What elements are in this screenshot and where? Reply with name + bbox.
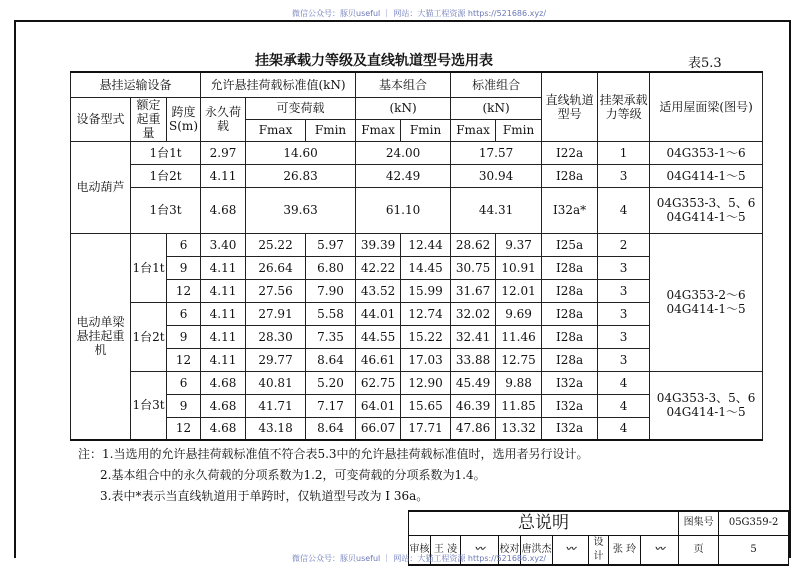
table-cell: 4 (598, 417, 650, 440)
table-cell: 26.83 (246, 164, 356, 187)
table-cell: 17.71 (401, 417, 451, 440)
table-cell: 12.01 (496, 279, 542, 302)
rated-capacity: 1台1t (131, 141, 201, 164)
rated-capacity: 1台3t (131, 371, 167, 440)
table-cell: 17.03 (401, 348, 451, 371)
table-cell: 4.68 (201, 187, 246, 233)
table-title: 挂架承载力等级及直线轨道型号选用表 (255, 53, 493, 69)
table-cell: 12 (167, 348, 201, 371)
header-basic: 基本组合 (356, 72, 451, 97)
table-cell: 41.71 (246, 394, 306, 417)
notes (78, 444, 589, 507)
table-cell: 27.91 (246, 302, 306, 325)
table-cell: 25.22 (246, 233, 306, 256)
table-cell: 2.97 (201, 141, 246, 164)
table-cell: 9.37 (496, 233, 542, 256)
table-cell: 29.77 (246, 348, 306, 371)
table-cell: 39.39 (356, 233, 401, 256)
table-cell: 39.63 (246, 187, 356, 233)
checker: 唐洪杰 (521, 535, 553, 565)
table-cell: 43.18 (246, 417, 306, 440)
designer: 张 玲 (609, 535, 641, 565)
beam-ref: 04G353-2～6 04G414-1～5 (650, 233, 763, 371)
header-fmin: Fmin (306, 119, 356, 141)
table-cell: 42.22 (356, 256, 401, 279)
table-cell: 9.69 (496, 302, 542, 325)
rated-capacity: 1台2t (131, 164, 201, 187)
table-cell: 30.75 (451, 256, 496, 279)
header-beam: 适用屋面梁(图号) (650, 72, 763, 141)
table-cell: 6 (167, 302, 201, 325)
table-cell: 4.68 (201, 371, 246, 394)
drawing-name: 总说明 (409, 511, 679, 535)
table-cell: 6.80 (306, 256, 356, 279)
table-cell: 6 (167, 233, 201, 256)
beam-ref: 04G353-1～6 (650, 141, 763, 164)
table-cell: 5.20 (306, 371, 356, 394)
table-cell: 43.52 (356, 279, 401, 302)
table-cell: 47.86 (451, 417, 496, 440)
rated-capacity: 1台1t (131, 233, 167, 302)
watermark-bottom: 微信公众号：豚贝useful ｜ 网站：大猫工程资源 https://521686.xyz/ (292, 554, 547, 563)
note-3: 3.表中*表示当直线轨道用于单跨时，仅轨道型号改为 I 36a。 (100, 489, 429, 503)
table-cell: 4.11 (201, 325, 246, 348)
table-cell: 3 (598, 348, 650, 371)
atlas-label: 图集号 (679, 511, 719, 535)
table-cell: 28.30 (246, 325, 306, 348)
table-cell: 27.56 (246, 279, 306, 302)
table-cell: I28a (542, 164, 598, 187)
equipment-type: 电动葫芦 (71, 141, 131, 233)
table-cell: 3 (598, 256, 650, 279)
equipment-type: 电动单梁悬挂起重机 (71, 233, 131, 440)
table-cell: 46.61 (356, 348, 401, 371)
table-cell: I28a (542, 348, 598, 371)
table-cell: I25a (542, 233, 598, 256)
table-cell: 9 (167, 394, 201, 417)
table-cell: 4.68 (201, 417, 246, 440)
design-label: 设计 (589, 535, 609, 565)
beam-ref: 04G353-3、5、6 04G414-1～5 (650, 187, 763, 233)
table-cell: 9 (167, 325, 201, 348)
header-span: 跨度S(m) (167, 97, 201, 141)
table-cell: 14.45 (401, 256, 451, 279)
table-cell: 44.31 (451, 187, 542, 233)
table-cell: I28a (542, 256, 598, 279)
table-cell: 3 (598, 325, 650, 348)
table-cell: I28a (542, 279, 598, 302)
table-cell: 13.32 (496, 417, 542, 440)
table-cell: 66.07 (356, 417, 401, 440)
check-label: 校对 (499, 535, 521, 565)
header-kn-basic: (kN) (356, 97, 451, 119)
header-perm: 永久荷载 (201, 97, 246, 141)
reviewer-signature: 〰 (461, 535, 499, 565)
table-cell: 6 (167, 371, 201, 394)
page-label: 页 (679, 535, 719, 565)
page-number: 5 (719, 535, 789, 565)
header-var: 可变荷载 (246, 97, 356, 119)
header-allowable: 允许悬挂荷载标准值(kN) (201, 72, 356, 97)
table-cell: 4.68 (201, 394, 246, 417)
table-cell: I32a (542, 371, 598, 394)
table-cell: 3 (598, 279, 650, 302)
table-cell: 26.64 (246, 256, 306, 279)
table-cell: 46.39 (451, 394, 496, 417)
table-cell: I32a (542, 417, 598, 440)
table-cell: 32.02 (451, 302, 496, 325)
table-cell: 5.97 (306, 233, 356, 256)
header-kn-std: (kN) (451, 97, 542, 119)
table-cell: 12 (167, 279, 201, 302)
table-cell: 32.41 (451, 325, 496, 348)
table-cell: 4 (598, 371, 650, 394)
reviewer: 王 凌 (431, 535, 461, 565)
designer-signature: 〰 (641, 535, 679, 565)
table-cell: 14.60 (246, 141, 356, 164)
header-rail: 直线轨道型号 (542, 72, 598, 141)
table-row (71, 233, 763, 256)
table-cell: I22a (542, 141, 598, 164)
note-1: 注：1.当选用的允许悬挂荷载标准值不符合表5.3中的允许悬挂荷载标准值时，选用者另行设计。 (78, 447, 589, 461)
table-cell: 9 (167, 256, 201, 279)
table-cell: 3.40 (201, 233, 246, 256)
beam-ref: 04G353-3、5、6 04G414-1～5 (650, 371, 763, 440)
selection-table (70, 71, 763, 441)
table-cell: 3 (598, 302, 650, 325)
table-cell: I28a (542, 325, 598, 348)
table-cell: 2 (598, 233, 650, 256)
table-cell: 11.46 (496, 325, 542, 348)
table-cell: 7.35 (306, 325, 356, 348)
beam-ref: 04G414-1～5 (650, 164, 763, 187)
table-cell: 4.11 (201, 279, 246, 302)
atlas-number: 05G359-2 (719, 511, 789, 535)
table-cell: 15.99 (401, 279, 451, 302)
header-fmax: Fmax (451, 119, 496, 141)
table-cell: 15.65 (401, 394, 451, 417)
table-cell: 4.11 (201, 256, 246, 279)
table-cell: 12.90 (401, 371, 451, 394)
review-label: 审核 (409, 535, 431, 565)
table-cell: 4.11 (201, 302, 246, 325)
table-cell: 12.75 (496, 348, 542, 371)
table-cell: 17.57 (451, 141, 542, 164)
table-cell: I32a* (542, 187, 598, 233)
table-cell: 45.49 (451, 371, 496, 394)
table-cell: 5.58 (306, 302, 356, 325)
table-cell: 8.64 (306, 417, 356, 440)
table-cell: 8.64 (306, 348, 356, 371)
header-type: 设备型式 (71, 97, 131, 141)
table-cell: 30.94 (451, 164, 542, 187)
table-cell: 12 (167, 417, 201, 440)
table-cell: I28a (542, 302, 598, 325)
table-cell: 9.88 (496, 371, 542, 394)
table-cell: 44.01 (356, 302, 401, 325)
table-row (71, 371, 763, 394)
table-cell: 62.75 (356, 371, 401, 394)
table-cell: 4 (598, 187, 650, 233)
table-cell: I32a (542, 394, 598, 417)
header-equipment: 悬挂运输设备 (71, 72, 201, 97)
table-cell: 11.85 (496, 394, 542, 417)
checker-signature: 〰 (553, 535, 589, 565)
header-fmax: Fmax (356, 119, 401, 141)
table-number: 表5.3 (688, 56, 722, 71)
table-cell: 44.55 (356, 325, 401, 348)
table-cell: 40.81 (246, 371, 306, 394)
watermark-top: 微信公众号：豚贝useful ｜ 网站：大猫工程资源 https://521686.xyz/ (292, 9, 547, 18)
table-cell: 7.17 (306, 394, 356, 417)
header-rated: 额定起重量 (131, 97, 167, 141)
header-standard: 标准组合 (451, 72, 542, 97)
table-row (71, 187, 763, 233)
table-cell: 15.22 (401, 325, 451, 348)
header-fmin: Fmin (401, 119, 451, 141)
table-cell: 4 (598, 394, 650, 417)
header-fmax: Fmax (246, 119, 306, 141)
table-cell: 3 (598, 164, 650, 187)
table-cell: 61.10 (356, 187, 451, 233)
table-cell: 7.90 (306, 279, 356, 302)
table-cell: 4.11 (201, 348, 246, 371)
note-2: 2.基本组合中的永久荷载的分项系数为1.2，可变荷载的分项系数为1.4。 (100, 468, 486, 482)
table-cell: 31.67 (451, 279, 496, 302)
table-cell: 33.88 (451, 348, 496, 371)
table-cell: 42.49 (356, 164, 451, 187)
table-row (71, 164, 763, 187)
rated-capacity: 1台3t (131, 187, 201, 233)
table-cell: 12.74 (401, 302, 451, 325)
table-cell: 1 (598, 141, 650, 164)
table-cell: 64.01 (356, 394, 401, 417)
rated-capacity: 1台2t (131, 302, 167, 371)
table-cell: 28.62 (451, 233, 496, 256)
header-fmin: Fmin (496, 119, 542, 141)
header-grade: 挂架承载力等级 (598, 72, 650, 141)
table-row (71, 141, 763, 164)
table-cell: 4.11 (201, 164, 246, 187)
table-cell: 24.00 (356, 141, 451, 164)
table-cell: 12.44 (401, 233, 451, 256)
table-cell: 10.91 (496, 256, 542, 279)
